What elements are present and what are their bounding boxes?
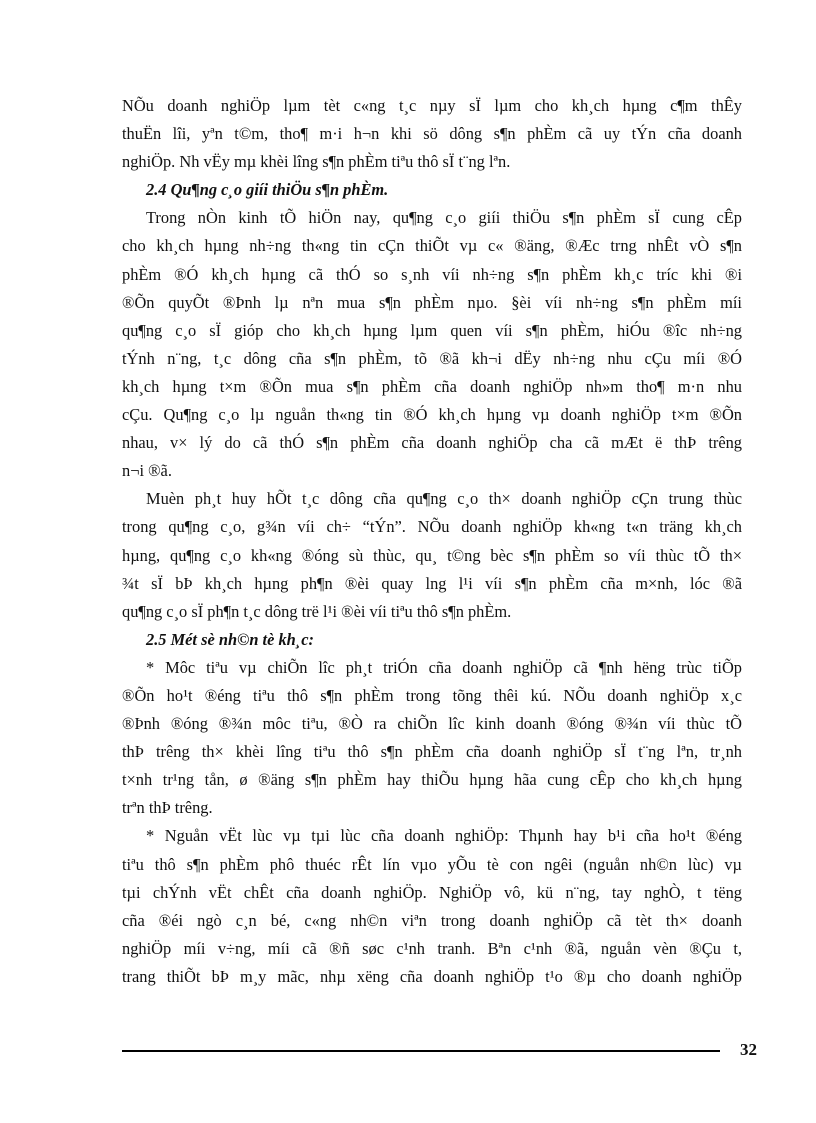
text-line: trªn thÞ trêng. bbox=[122, 798, 213, 818]
text-line: phÈm ®Ó kh¸ch hµng cã thÓ so s¸nh víi nh÷ng s¶n phÈm kh¸c tríc khi ®i bbox=[122, 264, 742, 284]
body-text bbox=[122, 92, 742, 991]
text-line: cÇu. Qu¶ng c¸o lµ nguån th«ng tin ®Ó kh¸ch hµng vµ doanh nghiÖp t×m ®Õn bbox=[122, 405, 742, 425]
text-line: * Nguån vËt lùc vµ tµi lùc cña doanh nghiÖp: Thµnh hay b¹i cña ho¹t ®éng bbox=[146, 826, 742, 846]
text-line: Muèn ph¸t huy hÕt t¸c dông cña qu¶ng c¸o th× doanh nghiÖp cÇn trung thùc bbox=[146, 489, 742, 509]
text-line: tµi chÝnh vËt chÊt cña doanh nghiÖp. NghiÖp vô, kü n¨ng, tay nghÒ, t tëng bbox=[122, 882, 742, 902]
page-number: 32 bbox=[740, 1040, 757, 1059]
text-line: ¾t sÏ bÞ kh¸ch hµng ph¶n ®èi quay lng l¹i víi s¶n phÈm cña m×nh, lóc ®ã bbox=[122, 573, 742, 593]
text-line: ®Õn ho¹t ®éng tiªu thô s¶n phÈm trong tõng thêi kú. NÕu doanh nghiÖp x¸c bbox=[122, 685, 742, 705]
text-line: n¬i ®ã. bbox=[122, 461, 172, 481]
text-line: t×nh tr¹ng tån, ø ®äng s¶n phÈm hay thiÕu hµng hãa cung cÊp cho kh¸ch hµng bbox=[122, 770, 742, 790]
text-line: thÞ trêng th× khèi lîng tiªu thô s¶n phÈm cña doanh nghiÖp sÏ t¨ng lªn, tr¸nh bbox=[122, 742, 742, 762]
text-line: Trong nÒn kinh tÕ hiÖn nay, qu¶ng c¸o giíi thiÖu s¶n phÈm sÏ cung cÊp bbox=[146, 208, 742, 228]
text-line: tiªu thô s¶n phÈm phô thuéc rÊt lín vµo yÕu tè con ngêi (nguån nh©n lùc) vµ bbox=[122, 854, 742, 874]
text-line: nghiÖp míi v÷ng, míi cã ®ñ søc c¹nh tranh. Bªn c¹nh ®ã, nguån vèn ®Çu t, bbox=[122, 938, 742, 958]
text-line: hµng, qu¶ng c¸o kh«ng ®óng sù thùc, qu¸ t©ng bèc s¶n phÈm so víi thùc tÕ th× bbox=[122, 545, 742, 565]
text-line: kh¸ch hµng t×m ®Õn mua s¶n phÈm cña doanh nghiÖp nh»m tho¶ m·n nhu bbox=[122, 376, 742, 396]
text-line: ®Þnh ®óng ®¾n môc tiªu, ®Ò ra chiÕn lîc kinh doanh ®óng ®¾n víi thùc tÕ bbox=[122, 714, 742, 734]
text-line: cho kh¸ch hµng nh÷ng th«ng tin cÇn thiÕt vµ c« ®äng, ®Æc trng nhÊt vÒ s¶n bbox=[122, 236, 742, 256]
text-line: thuËn lîi, yªn t©m, tho¶ m·i h¬n khi sö dông s¶n phÈm cã uy tÝn cña doanh bbox=[122, 124, 742, 144]
section-heading: 2.5 Mét sè nh©n tè kh¸c: bbox=[146, 629, 314, 649]
text-line: ®Õn quyÕt ®Þnh lµ nªn mua s¶n phÈm nµo. §èi víi nh÷ng s¶n phÈm míi bbox=[122, 292, 742, 312]
text-line: NÕu doanh nghiÖp lµm tèt c«ng t¸c nµy sÏ lµm cho kh¸ch hµng c¶m thÊy bbox=[122, 96, 742, 115]
text-line: qu¶ng c¸o sÏ gióp cho kh¸ch hµng lµm quen víi s¶n phÈm, hiÓu ®îc nh÷ng bbox=[122, 320, 742, 340]
text-line: cña ®éi ngò c¸n bé, c«ng nh©n viªn trong doanh nghiÖp cã tèt th× doanh bbox=[122, 910, 742, 930]
text-line: qu¶ng c¸o sÏ ph¶n t¸c dông trë l¹i ®èi víi tiªu thô s¶n phÈm. bbox=[122, 601, 512, 621]
text-line: tÝnh n¨ng, t¸c dông cña s¶n phÈm, tõ ®ã kh¬i dËy nh÷ng nhu cÇu míi ®Ó bbox=[122, 348, 742, 368]
text-line: nhau, v× lý do cã thÓ s¶n phÈm cña doanh nghiÖp cha cã mÆt ë thÞ trêng bbox=[122, 433, 742, 453]
text-line: trang thiÕt bÞ m¸y mãc, nhµ xëng cña doanh nghiÖp t¹o ®µ cho doanh nghiÖp bbox=[122, 966, 742, 986]
text-line: nghiÖp. Nh vËy mµ khèi lîng s¶n phÈm tiªu thô sÏ t¨ng lªn. bbox=[122, 152, 511, 172]
section-heading: 2.4 Qu¶ng c¸o giíi thiÖu s¶n phÈm. bbox=[146, 180, 389, 200]
footer-rule bbox=[122, 1050, 720, 1052]
text-line: trong qu¶ng c¸o, g¾n víi ch÷ “tÝn”. NÕu doanh nghiÖp kh«ng t«n träng kh¸ch bbox=[122, 517, 742, 537]
text-line: * Môc tiªu vµ chiÕn lîc ph¸t triÓn cña doanh nghiÖp cã ¶nh hëng trùc tiÕp bbox=[146, 657, 742, 677]
